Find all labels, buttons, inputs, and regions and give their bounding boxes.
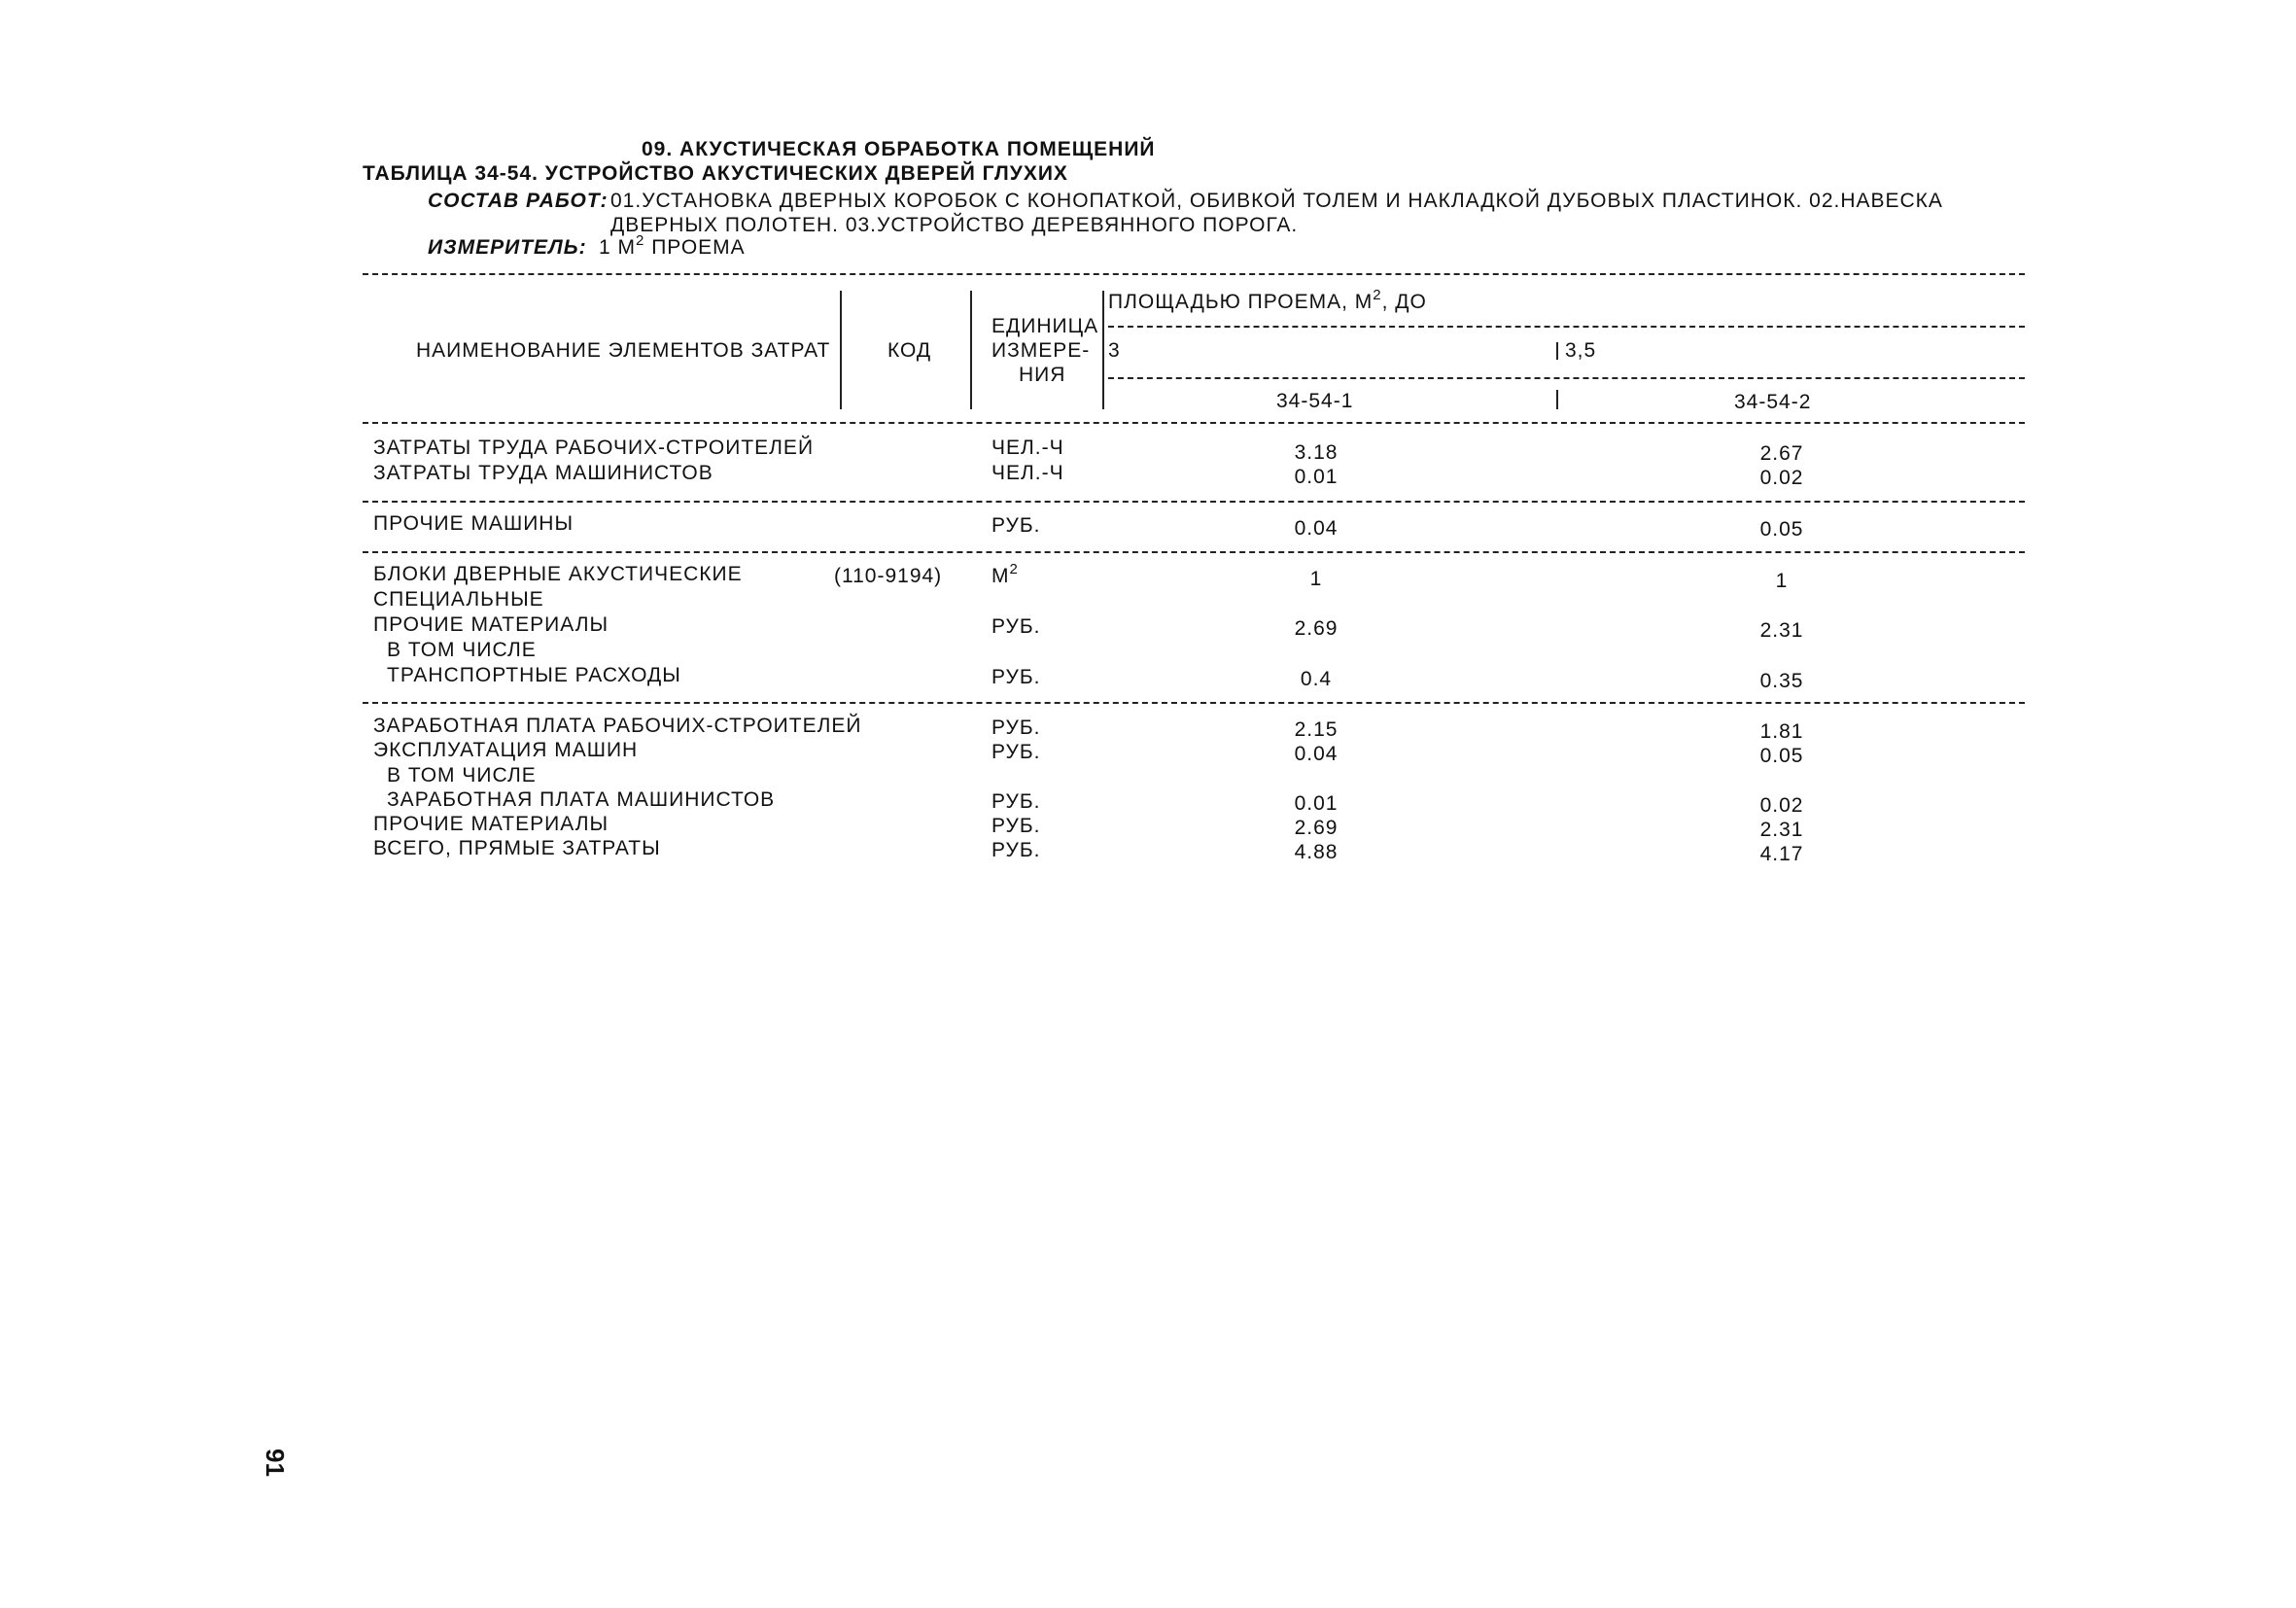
area-title-text: ПЛОЩАДЬЮ ПРОЕМА, М	[1108, 291, 1374, 313]
row-v1-wages-machinists: 0.01	[1294, 792, 1339, 815]
group-rule-1	[363, 501, 2025, 503]
row-unit-door-blocks	[991, 561, 1019, 587]
row-name-transport: ТРАНСПОРТНЫЕ РАСХОДЫ	[387, 664, 681, 686]
row-v2-other-materials-total: 2.31	[1759, 819, 1804, 841]
row-unit-labor-workers: ЧЕЛ.-Ч	[991, 437, 1064, 459]
row-v1-door-blocks: 1	[1309, 568, 1323, 590]
row-v2-wages-machinists: 0.02	[1759, 794, 1804, 817]
row-v2-transport: 0.35	[1759, 670, 1804, 692]
table-title: ТАБЛИЦА 34-54. УСТРОЙСТВО АКУСТИЧЕСКИХ ДВЕРЕЙ ГЛУХИХ	[363, 162, 1068, 185]
row-v1-other-machines: 0.04	[1294, 517, 1339, 540]
column-header-unit-1: ЕДИНИЦА	[991, 315, 1099, 337]
row-v2-labor-workers: 2.67	[1759, 442, 1804, 465]
meter-value-text: 1 М	[599, 236, 637, 259]
area-title-suffix: , ДО	[1381, 291, 1427, 313]
work-composition-label: СОСТАВ РАБОТ:	[428, 190, 609, 212]
row-v1-machine-operation: 0.04	[1294, 743, 1339, 765]
row-name-other-materials: ПРОЧИЕ МАТЕРИАЛЫ	[373, 613, 609, 636]
row-v1-transport: 0.4	[1300, 668, 1333, 690]
row-unit-door-blocks-text: М	[991, 565, 1010, 587]
row-v2-machine-operation: 0.05	[1759, 745, 1804, 767]
row-name-wages-workers: ЗАРАБОТНАЯ ПЛАТА РАБОЧИХ-СТРОИТЕЛЕЙ	[373, 715, 862, 737]
row-name-total-direct: ВСЕГО, ПРЯМЫЕ ЗАТРАТЫ	[373, 837, 661, 859]
section-title: 09. АКУСТИЧЕСКАЯ ОБРАБОТКА ПОМЕЩЕНИЙ	[642, 138, 1156, 160]
row-v2-door-blocks: 1	[1775, 570, 1789, 592]
row-v1-other-materials: 2.69	[1294, 617, 1339, 640]
row-unit-wages-workers: РУБ.	[991, 717, 1041, 739]
row-name-machine-operation-2: В ТОМ ЧИСЛЕ	[387, 764, 537, 787]
row-v1-labor-workers: 3.18	[1294, 441, 1339, 464]
row-unit-door-blocks-sup: 2	[1009, 561, 1019, 577]
meter-value-suffix: ПРОЕМА	[644, 236, 746, 259]
row-v1-total-direct: 4.88	[1294, 841, 1339, 863]
row-v2-other-machines: 0.05	[1759, 518, 1804, 541]
row-v1-labor-machinists: 0.01	[1294, 466, 1339, 488]
row-unit-labor-machinists: ЧЕЛ.-Ч	[991, 462, 1064, 484]
meter-value-sup: 2	[636, 232, 645, 249]
row-v1-other-materials-total: 2.69	[1294, 817, 1339, 839]
row-unit-total-direct: РУБ.	[991, 839, 1041, 861]
header-separator-3	[1102, 291, 1104, 409]
row-unit-other-machines: РУБ.	[991, 514, 1041, 537]
row-name-other-materials-total: ПРОЧИЕ МАТЕРИАЛЫ	[373, 813, 609, 835]
header-separator-1	[840, 291, 842, 409]
meter-value	[599, 232, 746, 259]
row-name-labor-workers: ЗАТРАТЫ ТРУДА РАБОЧИХ-СТРОИТЕЛЕЙ	[373, 437, 815, 459]
row-v2-total-direct: 4.17	[1759, 843, 1804, 865]
group-rule-2	[363, 551, 2025, 553]
meter-label: ИЗМЕРИТЕЛЬ:	[428, 236, 587, 259]
area-value-1: 3	[1108, 339, 1121, 362]
table-top-rule	[363, 273, 2025, 275]
column-header-name: НАИМЕНОВАНИЕ ЭЛЕМЕНТОВ ЗАТРАТ	[416, 339, 831, 362]
row-name-door-blocks-2: СПЕЦИАЛЬНЫЕ	[373, 588, 544, 611]
row-code-door-blocks: (110-9194)	[834, 565, 943, 587]
row-name-other-materials-2: В ТОМ ЧИСЛЕ	[387, 639, 537, 661]
area-value-2: 3,5	[1565, 339, 1597, 362]
row-unit-wages-machinists: РУБ.	[991, 790, 1041, 813]
code-separator	[1556, 390, 1558, 409]
row-name-wages-machinists: ЗАРАБОТНАЯ ПЛАТА МАШИНИСТОВ	[387, 788, 776, 811]
column-header-area	[1108, 287, 1427, 313]
row-v1-wages-workers: 2.15	[1294, 718, 1339, 741]
column-header-code: КОД	[887, 339, 932, 362]
row-name-labor-machinists: ЗАТРАТЫ ТРУДА МАШИНИСТОВ	[373, 462, 713, 484]
work-composition-line-2: ДВЕРНЫХ ПОЛОТЕН. 03.УСТРОЙСТВО ДЕРЕВЯННОГО ПОРОГА.	[610, 214, 1299, 236]
row-v2-labor-machinists: 0.02	[1759, 467, 1804, 489]
area-title-sup: 2	[1373, 287, 1382, 303]
header-sub-rule-2	[1108, 377, 2025, 379]
row-name-machine-operation: ЭКСПЛУАТАЦИЯ МАШИН	[373, 739, 639, 761]
row-name-door-blocks: БЛОКИ ДВЕРНЫЕ АКУСТИЧЕСКИЕ	[373, 563, 743, 585]
work-composition-line-1: 01.УСТАНОВКА ДВЕРНЫХ КОРОБОК С КОНОПАТКОЙ, ОБИВКОЙ ТОЛЕМ И НАКЛАДКОЙ ДУБОВЫХ ПЛАСТИНОК. 02.НАВЕСКА	[610, 190, 1943, 212]
row-name-other-machines: ПРОЧИЕ МАШИНЫ	[373, 512, 574, 535]
row-v2-other-materials: 2.31	[1759, 619, 1804, 642]
area-separator	[1556, 342, 1558, 360]
row-unit-other-materials-total: РУБ.	[991, 815, 1041, 837]
column-code-1: 34-54-1	[1276, 390, 1354, 412]
header-bottom-rule	[363, 422, 2025, 424]
column-header-unit-3: НИЯ	[1019, 364, 1066, 386]
group-rule-3	[363, 702, 2025, 704]
header-sub-rule-1	[1108, 326, 2025, 328]
column-code-2: 34-54-2	[1734, 391, 1812, 413]
header-separator-2	[970, 291, 972, 409]
row-unit-other-materials: РУБ.	[991, 615, 1041, 638]
row-unit-transport: РУБ.	[991, 666, 1041, 688]
column-header-unit-2: ИЗМЕРЕ-	[991, 339, 1091, 362]
row-v2-wages-workers: 1.81	[1759, 720, 1804, 743]
page-number: 91	[261, 1449, 290, 1477]
row-unit-machine-operation: РУБ.	[991, 741, 1041, 763]
